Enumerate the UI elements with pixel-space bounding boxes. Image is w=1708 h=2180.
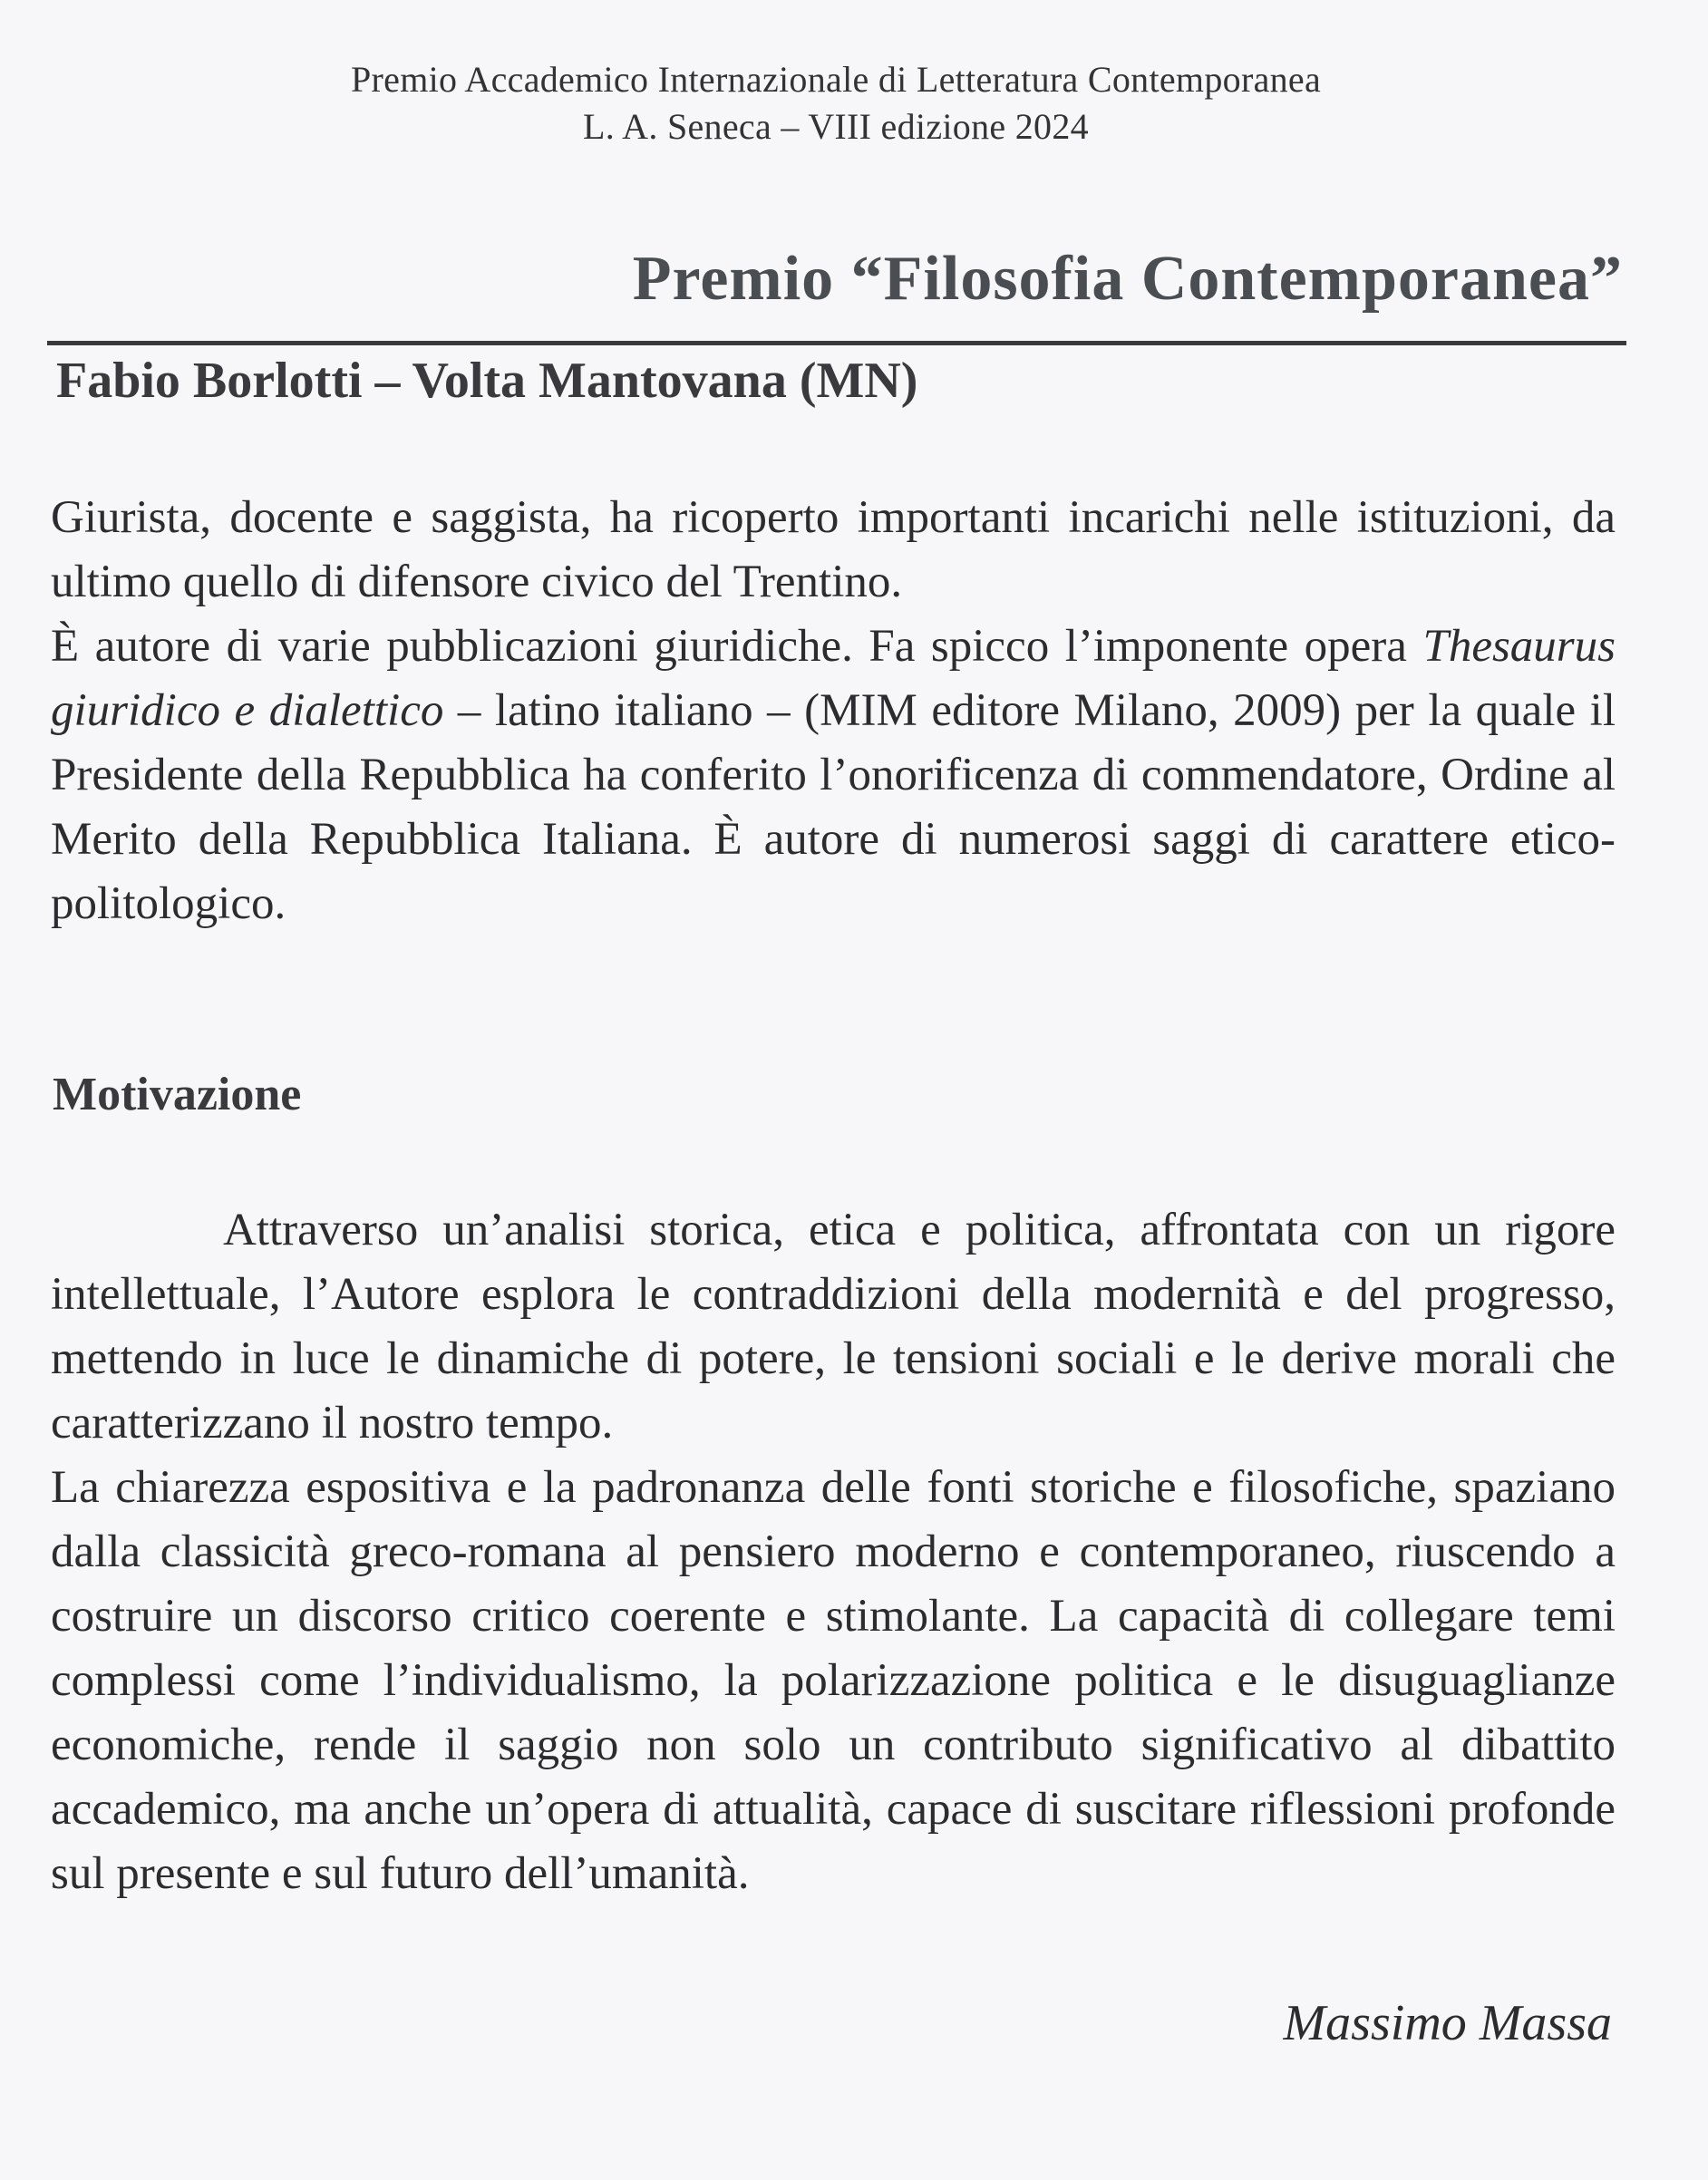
author-bio: [51, 486, 1616, 936]
title-divider: [47, 341, 1626, 345]
header-line-2: L. A. Seneca – VIII edizione 2024: [583, 106, 1089, 147]
motivation-heading: Motivazione: [53, 1069, 302, 1120]
book-title: Thesaurus giuridico e dialettico: [51, 621, 1616, 736]
motivation-paragraph-2: La chiarezza espositiva e la padronanza delle fonti storiche e filosofiche, spaziano dalla classicità greco-romana al pensiero moderno e contemporaneo, riuscendo a costruire un discorso critico coerente e stimolante. La capacità di collegare temi complessi come l’individualismo, la polarizzazione politica e le disuguaglianze economiche, rende il saggio non solo un contributo significativo al dibattito accademico, ma anche un’opera di attualità, capace di suscitare riflessioni profonde sul presente e sul futuro dell’umanità.: [51, 1462, 1616, 1899]
bio-text-after-title: – latino italiano – (MIM editore Milano, 2009) per la quale il Presidente della Repubblica ha conferito l’onorificenza di commendatore, Ordine al Merito della Repubblica Italiana. È autore di numerosi saggi di carattere etico-politologico.: [51, 685, 1616, 929]
motivation-paragraph-1: Attraverso un’analisi storica, etica e politica, affrontata con un rigore intellettuale, l’Autore esplora le contraddizioni della modernità e del progresso, mettendo in luce le dinamiche di potere, le tensioni sociali e le derive morali che caratterizzano il nostro tempo.: [51, 1205, 1616, 1448]
prize-title: Premio “Filosofia Contemporanea”: [632, 244, 1623, 314]
bio-paragraph-1: Giurista, docente e saggista, ha ricoperto importanti incarichi nelle istituzioni, da ultimo quello di difensore civico del Trentino.: [51, 492, 1616, 607]
bio-paragraph-2: [51, 615, 1616, 936]
author-line: Fabio Borlotti – Volta Mantovana (MN): [56, 353, 918, 409]
running-header: [0, 56, 1672, 150]
motivation-text: [51, 1198, 1616, 1906]
bio-text-before-title: È autore di varie pubblicazioni giuridiche. Fa spicco l’imponente opera: [51, 621, 1423, 672]
signature: Massimo Massa: [1283, 1995, 1612, 2051]
header-line-1: Premio Accademico Internazionale di Letteratura Contemporanea: [350, 59, 1322, 100]
